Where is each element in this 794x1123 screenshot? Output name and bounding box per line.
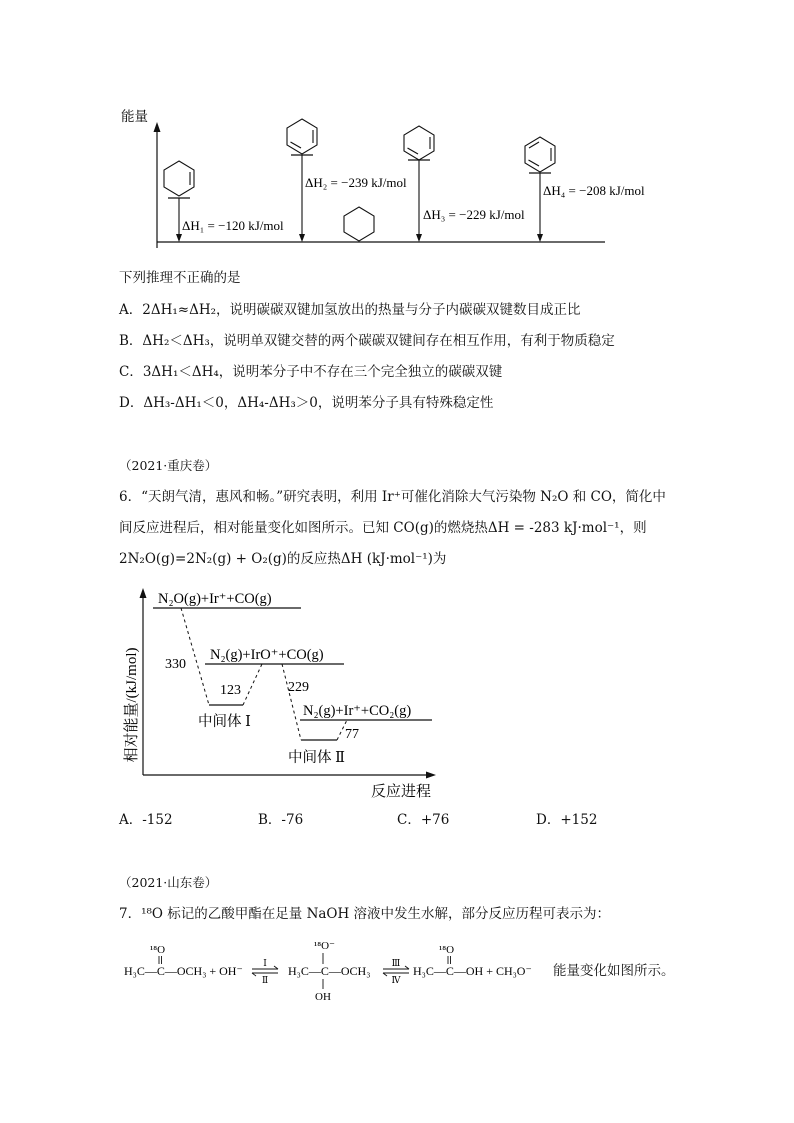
step-2-label: Ⅱ <box>261 975 269 985</box>
q5-option-a: A．2ΔH₁≈ΔH₂，说明碳碳双键加氢放出的热量与分子内碳碳双键数目成正比 <box>119 302 581 318</box>
level-iro-label: N₂(g)+IrO⁺+CO(g) <box>210 647 324 663</box>
q7-tail: 能量变化如图所示。 <box>553 963 675 979</box>
reactant-formula: H₃C—C—OCH₃ + OH⁻ <box>124 964 243 978</box>
y-axis-arrow-icon <box>154 122 161 132</box>
hydrogenation-energy-diagram <box>0 95 794 260</box>
value-77-label: 77 <box>345 727 359 742</box>
q5-option-b: B．ΔH₂＜ΔH₃，说明单双键交替的两个碳碳双键间存在相互作用，有利于物质稳定 <box>119 333 615 349</box>
step-3-label: Ⅲ <box>391 958 401 968</box>
cyclohexane-structure <box>344 207 374 241</box>
intermediate-o-minus-label: ¹⁸O⁻ <box>314 940 335 952</box>
value-330-label: 330 <box>165 657 186 672</box>
product-formula: H₃C—C—OH + CH₃O⁻ <box>413 964 532 978</box>
benzene-structure <box>525 137 555 172</box>
y-axis-arrow-icon <box>140 588 147 598</box>
q6-option-d: D．+152 <box>536 812 598 828</box>
energy-axis-label: 能量 <box>121 109 148 124</box>
dh3-label: ΔH₃ = −229 kJ/mol <box>423 207 525 222</box>
reaction-progress-axis-label: 反应进程 <box>371 784 432 800</box>
intermediate-oh-label: OH <box>315 991 331 1003</box>
q6-line-1: 6．“天朗气清，惠风和畅。”研究表明，利用 Ir⁺可催化消除大气污染物 N₂O 和 CO，简化中 <box>119 489 666 505</box>
value-123-label: 123 <box>220 683 241 698</box>
dh4-label: ΔH₄ = −208 kJ/mol <box>543 183 645 198</box>
cyclohexadiene-structure <box>287 119 317 154</box>
level-products-label: N₂(g)+Ir⁺+CO₂(g) <box>303 703 412 719</box>
dh2-label: ΔH₂ = −239 kJ/mol <box>305 175 407 190</box>
value-229-label: 229 <box>288 680 309 695</box>
product-carbonyl-o-label: ¹⁸O <box>439 944 455 956</box>
x-axis-arrow-icon <box>426 772 436 779</box>
reactant-carbonyl-o-label: ¹⁸O <box>150 944 166 956</box>
q5-option-d: D．ΔH₃-ΔH₁＜0，ΔH₄-ΔH₃＞0，说明苯分子具有特殊稳定性 <box>119 395 494 411</box>
step-1-label: Ⅰ <box>263 958 267 968</box>
q6-line-3: 2N₂O(g)=2N₂(g) + O₂(g)的反应热ΔH (kJ·mol⁻¹)为 <box>119 551 447 567</box>
level-reactants-label: N₂O(g)+Ir⁺+CO(g) <box>158 591 272 607</box>
cyclohexene-structure <box>164 161 194 196</box>
q6-option-b: B．-76 <box>258 812 304 828</box>
q5-prompt: 下列推理不正确的是 <box>119 270 241 286</box>
step-4-label: Ⅳ <box>391 975 401 985</box>
q6-option-a: A．-152 <box>119 812 173 828</box>
relative-energy-axis-label: 相对能量/(kJ/mol) <box>124 647 140 763</box>
intermediate-formula: H₃C—C—OCH₃ <box>288 964 371 978</box>
dh1-label: ΔH₁ = −120 kJ/mol <box>182 218 284 233</box>
q5-option-c: C．3ΔH₁＜ΔH₄，说明苯分子中不存在三个完全独立的碳碳双键 <box>119 364 503 380</box>
q7-line-1: 7．¹⁸O 标记的乙酸甲酯在足量 NaOH 溶液中发生水解，部分反应历程可表示为： <box>119 906 611 922</box>
cyclohexadiene-isomer-structure <box>404 126 434 160</box>
q6-option-c: C．+76 <box>397 812 450 828</box>
q6-line-2: 间反应进程后，相对能量变化如图所示。已知 CO(g)的燃烧热ΔH = -283 kJ·mol⁻¹，则 <box>119 520 647 536</box>
q7-source: （2021·山东卷） <box>119 875 218 890</box>
intermediate-1-label: 中间体 Ⅰ <box>198 714 251 730</box>
intermediate-2-label: 中间体 Ⅱ <box>288 750 345 766</box>
relative-energy-diagram <box>0 580 794 805</box>
q6-source: （2021·重庆卷） <box>119 458 218 473</box>
